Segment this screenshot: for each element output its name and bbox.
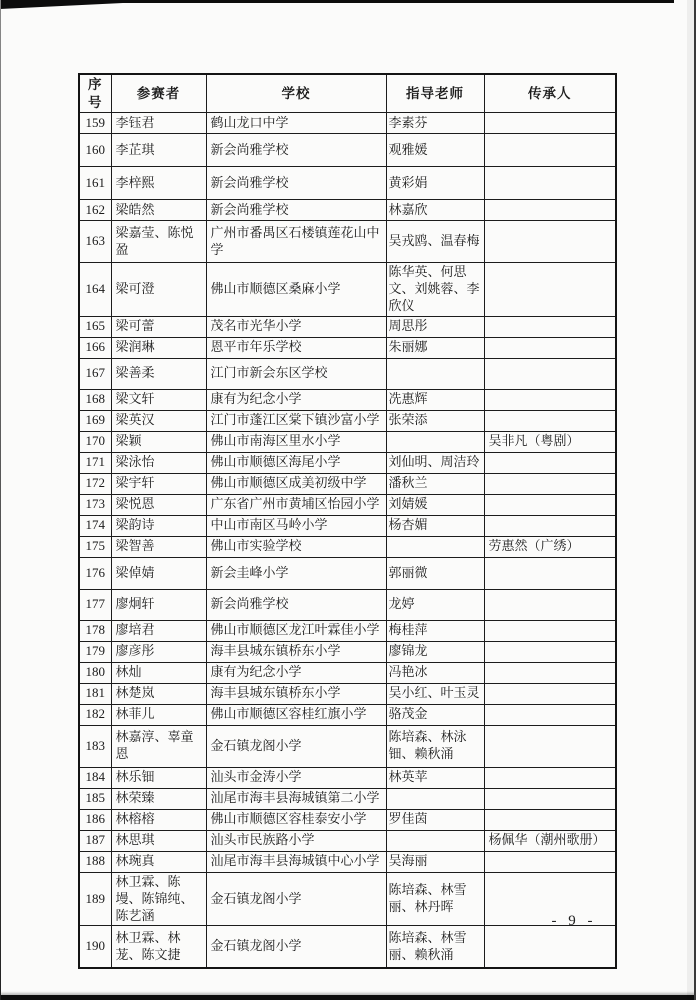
- table-row: [79, 113, 616, 134]
- cell-no: 163: [79, 221, 111, 263]
- cell-no: 189: [79, 872, 111, 926]
- cell-no: 175: [79, 536, 111, 557]
- table-row: [79, 725, 616, 767]
- cell-no: 159: [79, 113, 111, 134]
- cell-school: 佛山市南海区里水小学: [206, 431, 386, 452]
- cell-inheritor: [484, 767, 616, 788]
- cell-school: 佛山市顺德区容桂泰安小学: [206, 809, 386, 830]
- cell-school: 金石镇龙阁小学: [206, 926, 386, 968]
- cell-no: 184: [79, 767, 111, 788]
- cell-no: 170: [79, 431, 111, 452]
- cell-participant: 梁英汉: [111, 410, 206, 431]
- cell-participant: 林乐钿: [111, 767, 206, 788]
- cell-inheritor: [484, 263, 616, 317]
- table-row: [79, 389, 616, 410]
- header-inheritor: 传承人: [484, 74, 616, 113]
- table-row: [79, 134, 616, 167]
- cell-instructor: 陈培森、林雪丽、赖秋涌: [386, 926, 484, 968]
- cell-instructor: 刘仙明、周洁玲: [386, 452, 484, 473]
- cell-no: 161: [79, 167, 111, 200]
- cell-instructor: 陈华英、何思文、刘姚蓉、李欣仪: [386, 263, 484, 317]
- cell-instructor: [386, 788, 484, 809]
- cell-participant: 梁润琳: [111, 337, 206, 358]
- cell-no: 166: [79, 337, 111, 358]
- table-row: [79, 620, 616, 641]
- cell-participant: 梁文轩: [111, 389, 206, 410]
- cell-inheritor: [484, 494, 616, 515]
- table-row: [79, 473, 616, 494]
- cell-school: 汕头市金涛小学: [206, 767, 386, 788]
- cell-no: 164: [79, 263, 111, 317]
- cell-no: 173: [79, 494, 111, 515]
- table-header-row: [79, 74, 616, 113]
- table-row: [79, 830, 616, 851]
- cell-inheritor: [484, 557, 616, 589]
- cell-school: 汕尾市海丰县海城镇中心小学: [206, 851, 386, 872]
- cell-no: 169: [79, 410, 111, 431]
- scan-edge-left: [0, 0, 1, 1000]
- table-row: [79, 494, 616, 515]
- cell-participant: 林楚岚: [111, 683, 206, 704]
- cell-inheritor: [484, 620, 616, 641]
- cell-school: 海丰县城东镇桥东小学: [206, 683, 386, 704]
- cell-participant: 梁善柔: [111, 358, 206, 389]
- cell-no: 177: [79, 589, 111, 620]
- cell-instructor: 廖锦龙: [386, 641, 484, 662]
- results-table: [78, 73, 617, 969]
- cell-instructor: 郭丽微: [386, 557, 484, 589]
- cell-inheritor: [484, 662, 616, 683]
- cell-school: 金石镇龙阁小学: [206, 725, 386, 767]
- table-row: [79, 200, 616, 221]
- cell-no: 179: [79, 641, 111, 662]
- table-row: [79, 536, 616, 557]
- cell-instructor: [386, 536, 484, 557]
- scan-edge-top-left: [0, 0, 130, 9]
- cell-participant: 廖培君: [111, 620, 206, 641]
- table-row: [79, 662, 616, 683]
- cell-participant: 林嘉淳、辜童恩: [111, 725, 206, 767]
- cell-participant: 林荣臻: [111, 788, 206, 809]
- cell-no: 181: [79, 683, 111, 704]
- cell-instructor: 梅桂萍: [386, 620, 484, 641]
- cell-instructor: 陈培森、林泳钿、赖秋涌: [386, 725, 484, 767]
- cell-school: 广东省广州市黄埔区怡园小学: [206, 494, 386, 515]
- table-row: [79, 337, 616, 358]
- cell-school: 新会圭峰小学: [206, 557, 386, 589]
- cell-school: 海丰县城东镇桥东小学: [206, 641, 386, 662]
- cell-inheritor: [484, 926, 616, 968]
- cell-school: 江门市蓬江区棠下镇沙富小学: [206, 410, 386, 431]
- table-row: [79, 788, 616, 809]
- cell-instructor: 吴小红、叶玉灵: [386, 683, 484, 704]
- cell-no: 171: [79, 452, 111, 473]
- cell-instructor: 林英苹: [386, 767, 484, 788]
- cell-inheritor: [484, 452, 616, 473]
- cell-instructor: 吴戎鸥、温春梅: [386, 221, 484, 263]
- cell-no: 180: [79, 662, 111, 683]
- cell-school: 广州市番禺区石楼镇莲花山中学: [206, 221, 386, 263]
- cell-school: 佛山市顺德区海尾小学: [206, 452, 386, 473]
- table-row: [79, 316, 616, 337]
- table-row: [79, 452, 616, 473]
- cell-instructor: [386, 358, 484, 389]
- cell-school: 江门市新会东区学校: [206, 358, 386, 389]
- table-row: [79, 851, 616, 872]
- table-row: [79, 683, 616, 704]
- cell-no: 176: [79, 557, 111, 589]
- cell-participant: 廖炯轩: [111, 589, 206, 620]
- table-row: [79, 263, 616, 317]
- table-row: [79, 221, 616, 263]
- cell-school: 新会尚雅学校: [206, 134, 386, 167]
- cell-instructor: 刘婧媛: [386, 494, 484, 515]
- cell-participant: 林灿: [111, 662, 206, 683]
- cell-instructor: 杨杏媚: [386, 515, 484, 536]
- cell-no: 168: [79, 389, 111, 410]
- cell-participant: 林卫霖、陈墁、陈锦纯、陈艺涵: [111, 872, 206, 926]
- table-row: [79, 515, 616, 536]
- cell-instructor: 林嘉欣: [386, 200, 484, 221]
- table-row: [79, 589, 616, 620]
- cell-inheritor: [484, 725, 616, 767]
- cell-no: 165: [79, 316, 111, 337]
- table-row: [79, 410, 616, 431]
- cell-inheritor: [484, 389, 616, 410]
- cell-inheritor: [484, 589, 616, 620]
- cell-inheritor: [484, 113, 616, 134]
- cell-instructor: 潘秋兰: [386, 473, 484, 494]
- cell-school: 恩平市年乐学校: [206, 337, 386, 358]
- cell-no: 187: [79, 830, 111, 851]
- table-row: [79, 926, 616, 968]
- table-row: [79, 358, 616, 389]
- cell-participant: 梁宇轩: [111, 473, 206, 494]
- cell-no: 185: [79, 788, 111, 809]
- cell-instructor: 黄彩娟: [386, 167, 484, 200]
- cell-inheritor: 杨佩华（潮州歌册）: [484, 830, 616, 851]
- cell-inheritor: [484, 515, 616, 536]
- cell-instructor: 朱丽娜: [386, 337, 484, 358]
- cell-participant: 梁嘉莹、陈悦盈: [111, 221, 206, 263]
- cell-no: 186: [79, 809, 111, 830]
- cell-participant: 梁倬婧: [111, 557, 206, 589]
- cell-participant: 林琬真: [111, 851, 206, 872]
- cell-no: 160: [79, 134, 111, 167]
- cell-inheritor: [484, 316, 616, 337]
- cell-participant: 梁智善: [111, 536, 206, 557]
- cell-instructor: 张荣添: [386, 410, 484, 431]
- cell-no: 167: [79, 358, 111, 389]
- cell-participant: 林思琪: [111, 830, 206, 851]
- cell-no: 183: [79, 725, 111, 767]
- table-row: [79, 872, 616, 926]
- table-row: [79, 704, 616, 725]
- cell-inheritor: [484, 788, 616, 809]
- cell-participant: 李梓熙: [111, 167, 206, 200]
- cell-school: 佛山市实验学校: [206, 536, 386, 557]
- cell-instructor: 骆茂金: [386, 704, 484, 725]
- table-row: [79, 167, 616, 200]
- cell-participant: 梁可蕾: [111, 316, 206, 337]
- cell-school: 康有为纪念小学: [206, 662, 386, 683]
- cell-participant: 梁泳怡: [111, 452, 206, 473]
- cell-school: 新会尚雅学校: [206, 589, 386, 620]
- cell-school: 佛山市顺德区桑麻小学: [206, 263, 386, 317]
- cell-inheritor: [484, 683, 616, 704]
- cell-participant: 梁颖: [111, 431, 206, 452]
- cell-instructor: 陈培森、林雪丽、林丹晖: [386, 872, 484, 926]
- cell-school: 新会尚雅学校: [206, 167, 386, 200]
- cell-inheritor: [484, 337, 616, 358]
- cell-inheritor: [484, 358, 616, 389]
- cell-school: 新会尚雅学校: [206, 200, 386, 221]
- cell-school: 康有为纪念小学: [206, 389, 386, 410]
- cell-school: 鹤山龙口中学: [206, 113, 386, 134]
- cell-inheritor: [484, 809, 616, 830]
- cell-inheritor: [484, 167, 616, 200]
- cell-instructor: 吴海丽: [386, 851, 484, 872]
- table-row: [79, 641, 616, 662]
- cell-inheritor: [484, 641, 616, 662]
- cell-instructor: 罗佳茵: [386, 809, 484, 830]
- cell-participant: 梁皓然: [111, 200, 206, 221]
- header-no: 序号: [79, 74, 111, 113]
- table-row: [79, 431, 616, 452]
- cell-school: 佛山市顺德区成美初级中学: [206, 473, 386, 494]
- cell-inheritor: [484, 851, 616, 872]
- cell-school: 中山市南区马岭小学: [206, 515, 386, 536]
- cell-no: 178: [79, 620, 111, 641]
- cell-participant: 李钰君: [111, 113, 206, 134]
- scan-edge-bottom: [0, 995, 696, 1000]
- cell-instructor: 龙婷: [386, 589, 484, 620]
- cell-no: 162: [79, 200, 111, 221]
- page-number: - 9 -: [551, 913, 597, 929]
- cell-no: 190: [79, 926, 111, 968]
- table-row: [79, 767, 616, 788]
- cell-no: 174: [79, 515, 111, 536]
- cell-school: 茂名市光华小学: [206, 316, 386, 337]
- cell-no: 188: [79, 851, 111, 872]
- cell-participant: 林榕榕: [111, 809, 206, 830]
- cell-school: 佛山市顺德区龙江叶霖佳小学: [206, 620, 386, 641]
- cell-no: 182: [79, 704, 111, 725]
- scan-edge-right-shadow: [687, 0, 694, 1000]
- cell-participant: 梁韵诗: [111, 515, 206, 536]
- cell-school: 汕尾市海丰县海城镇第二小学: [206, 788, 386, 809]
- header-instructor: 指导老师: [386, 74, 484, 113]
- cell-inheritor: [484, 410, 616, 431]
- cell-school: 佛山市顺德区容桂红旗小学: [206, 704, 386, 725]
- cell-inheritor: 吴非凡（粤剧）: [484, 431, 616, 452]
- header-participant: 参赛者: [111, 74, 206, 113]
- cell-inheritor: [484, 134, 616, 167]
- cell-participant: 梁悦恩: [111, 494, 206, 515]
- cell-participant: 廖彦彤: [111, 641, 206, 662]
- cell-inheritor: [484, 200, 616, 221]
- cell-participant: 林卫霖、林茏、陈文捷: [111, 926, 206, 968]
- cell-inheritor: [484, 221, 616, 263]
- cell-participant: 李芷琪: [111, 134, 206, 167]
- cell-inheritor: [484, 473, 616, 494]
- results-table-body: [79, 113, 616, 968]
- cell-school: 金石镇龙阁小学: [206, 872, 386, 926]
- cell-participant: 林菲儿: [111, 704, 206, 725]
- cell-instructor: [386, 431, 484, 452]
- header-school: 学校: [206, 74, 386, 113]
- cell-instructor: 李素芬: [386, 113, 484, 134]
- cell-inheritor: [484, 704, 616, 725]
- table-row: [79, 557, 616, 589]
- cell-participant: 梁可澄: [111, 263, 206, 317]
- cell-instructor: [386, 830, 484, 851]
- cell-instructor: 观雅媛: [386, 134, 484, 167]
- cell-instructor: 周思彤: [386, 316, 484, 337]
- cell-instructor: 冼惠辉: [386, 389, 484, 410]
- cell-no: 172: [79, 473, 111, 494]
- cell-instructor: 冯艳冰: [386, 662, 484, 683]
- cell-inheritor: 劳惠然（广绣）: [484, 536, 616, 557]
- cell-school: 汕头市民族路小学: [206, 830, 386, 851]
- table-row: [79, 809, 616, 830]
